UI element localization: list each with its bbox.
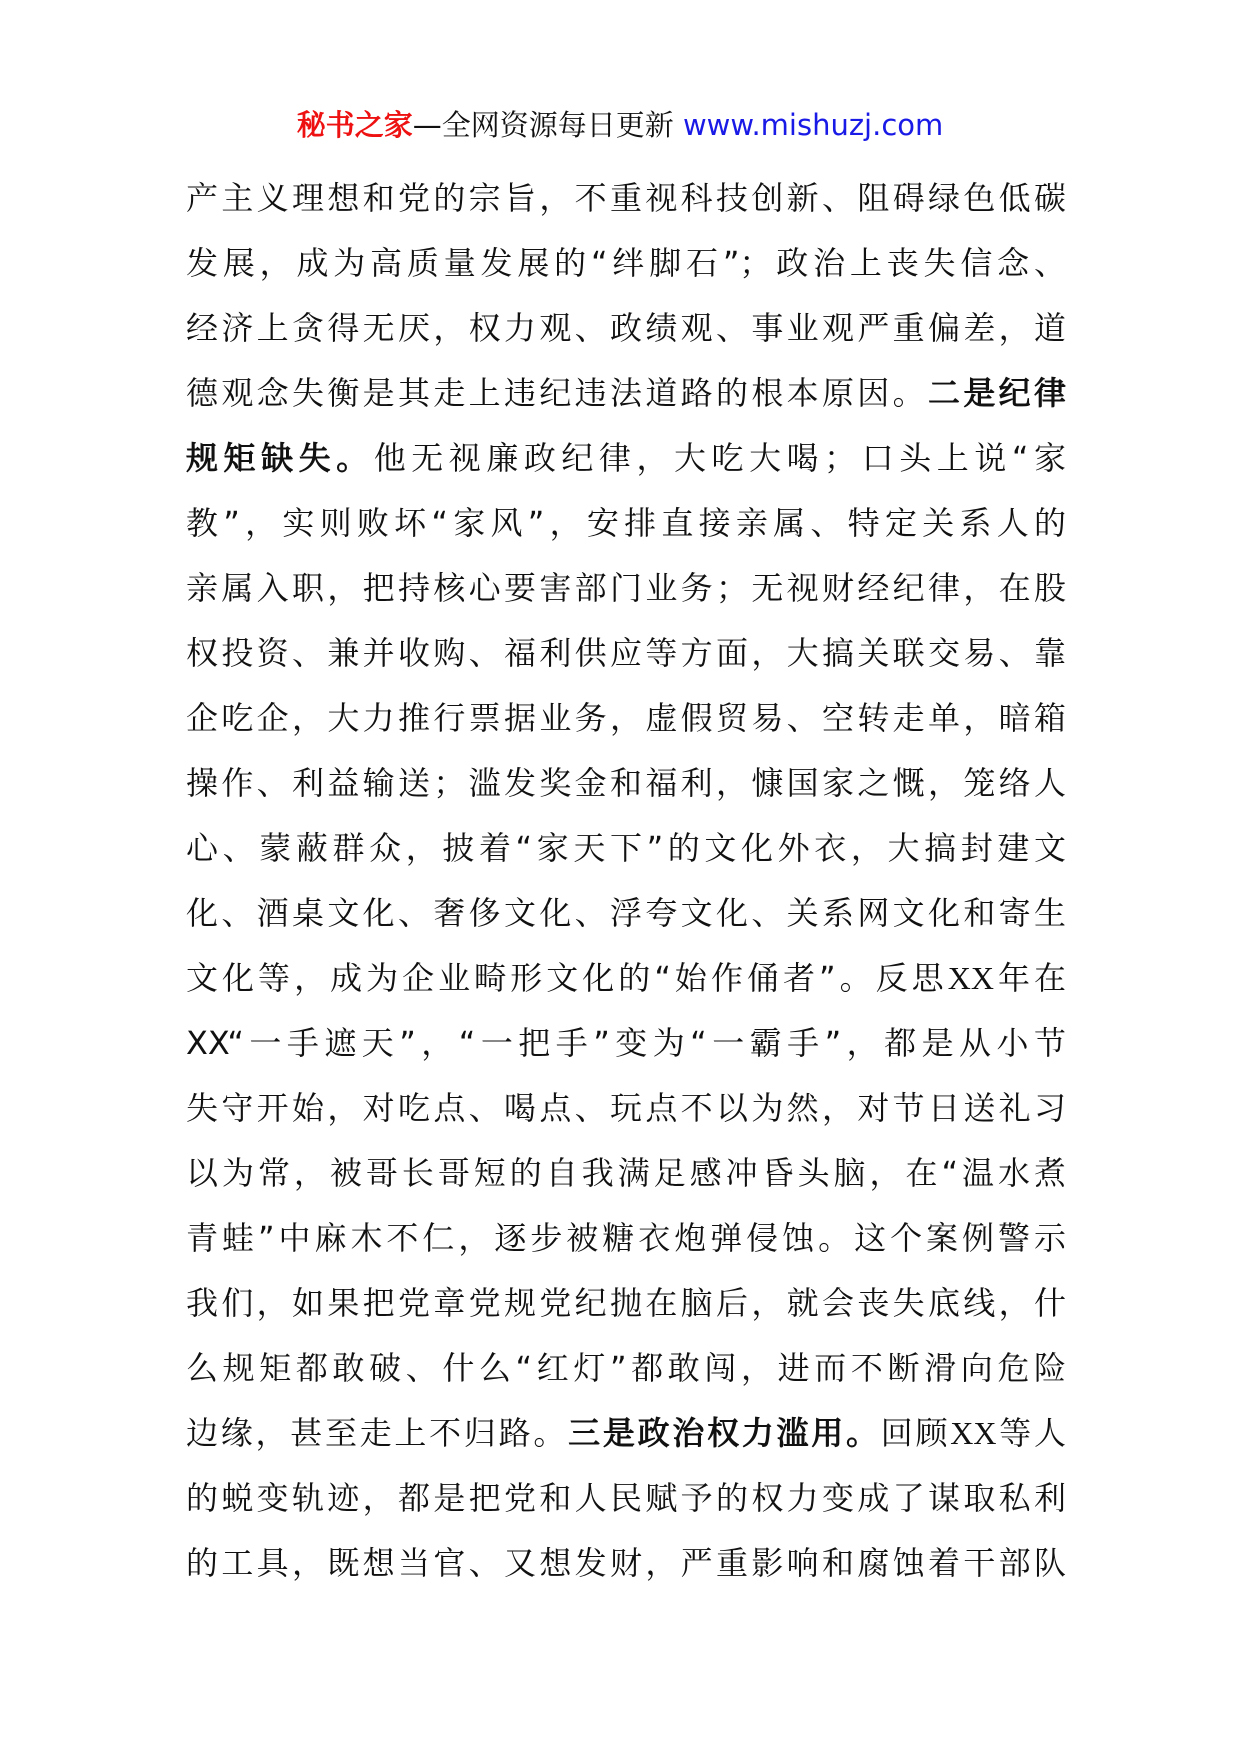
body-line [186, 946, 1066, 1011]
body-line [186, 1466, 1066, 1531]
header-tagline: —全网资源每日更新 [412, 108, 674, 142]
body-text-segment: 他无视廉政纪律，大吃大喝；口头上说“家 [373, 439, 1066, 477]
body-text-segment: 以为常，被哥长哥短的自我满足感冲昏头脑，在“温水煮 [186, 1154, 1066, 1192]
body-line [186, 881, 1066, 946]
body-text-segment: 我们，如果把党章党规党纪抛在脑后，就会丧失底线，什 [186, 1284, 1066, 1322]
body-line [186, 166, 1066, 231]
body-text-segment: 企吃企，大力推行票据业务，虚假贸易、空转走单，暗箱 [186, 699, 1066, 737]
body-line [186, 686, 1066, 751]
body-text-segment: 亲属入职，把持核心要害部门业务；无视财经纪律，在股 [186, 569, 1066, 607]
body-text-segment: 德观念失衡是其走上违纪违法道路的根本原因。 [186, 374, 928, 412]
body-line [186, 1011, 1066, 1076]
body-text-segment: 么规矩都敢破、什么“红灯”都敢闯，进而不断滑向危险 [186, 1349, 1066, 1387]
body-text-segment: 经济上贪得无厌，权力观、政绩观、事业观严重偏差，道 [186, 309, 1066, 347]
bold-heading-text: 二是纪律 [927, 374, 1066, 412]
body-text-segment: XX [950, 1415, 997, 1451]
body-line [186, 1206, 1066, 1271]
body-text-segment: 文化等，成为企业畸形文化的“始作俑者”。反思 [186, 959, 948, 997]
body-text-segment: 边缘，甚至走上不归路。 [186, 1414, 569, 1452]
body-text-segment: 操作、利益输送；滥发奖金和福利，慷国家之慨，笼络人 [186, 764, 1066, 802]
body-line [186, 361, 1066, 426]
body-text-segment: 青蛙”中麻木不仁，逐步被糖衣炮弹侵蚀。这个案例警示 [186, 1219, 1066, 1257]
body-text-segment: 回顾 [880, 1414, 951, 1452]
bold-heading-text: 三是政治权力滥用。 [568, 1414, 881, 1452]
body-line [186, 231, 1066, 296]
brand-name: 秘书之家 [296, 108, 413, 142]
site-url-link[interactable]: www.mishuzj.com [682, 108, 944, 142]
body-line [186, 556, 1066, 621]
body-line [186, 1271, 1066, 1336]
body-text-segment: 失守开始，对吃点、喝点、玩点不以为然，对节日送礼习 [186, 1089, 1066, 1127]
body-text-segment: 化、酒桌文化、奢侈文化、浮夸文化、关系网文化和寄生 [186, 894, 1066, 932]
document-body [186, 166, 1066, 1596]
body-line [186, 816, 1066, 881]
body-text-segment: 心、蒙蔽群众，披着“家天下”的文化外衣，大搞封建文 [186, 829, 1066, 867]
body-text-segment: 发展，成为高质量发展的“绊脚石”；政治上丧失信念、 [186, 244, 1066, 282]
bold-heading-text: 规矩缺失。 [186, 439, 374, 477]
body-line [186, 751, 1066, 816]
body-line [186, 426, 1066, 491]
body-text-segment: 等人 [996, 1414, 1066, 1452]
body-line [186, 1336, 1066, 1401]
page-header [0, 100, 1240, 150]
body-text-segment: XX [947, 960, 994, 996]
body-line [186, 621, 1066, 686]
body-text-segment: 权投资、兼并收购、福利供应等方面，大搞关联交易、靠 [186, 634, 1066, 672]
body-text-segment: 年在 [993, 959, 1066, 997]
body-line [186, 491, 1066, 556]
body-text-segment: 的蜕变轨迹，都是把党和人民赋予的权力变成了谋取私利 [186, 1479, 1066, 1517]
body-line [186, 1076, 1066, 1141]
body-text-segment: XX“一手遮天”，“一把手”变为“一霸手”，都是从小节 [186, 1024, 1066, 1062]
body-text-segment: 产主义理想和党的宗旨，不重视科技创新、阻碍绿色低碳 [186, 179, 1066, 217]
body-line [186, 1401, 1066, 1466]
body-text-segment: 教”，实则败坏“家风”，安排直接亲属、特定关系人的 [186, 504, 1066, 542]
body-line [186, 296, 1066, 361]
body-line [186, 1531, 1066, 1596]
body-text-segment: 的工具，既想当官、又想发财，严重影响和腐蚀着干部队 [186, 1544, 1066, 1582]
body-line [186, 1141, 1066, 1206]
